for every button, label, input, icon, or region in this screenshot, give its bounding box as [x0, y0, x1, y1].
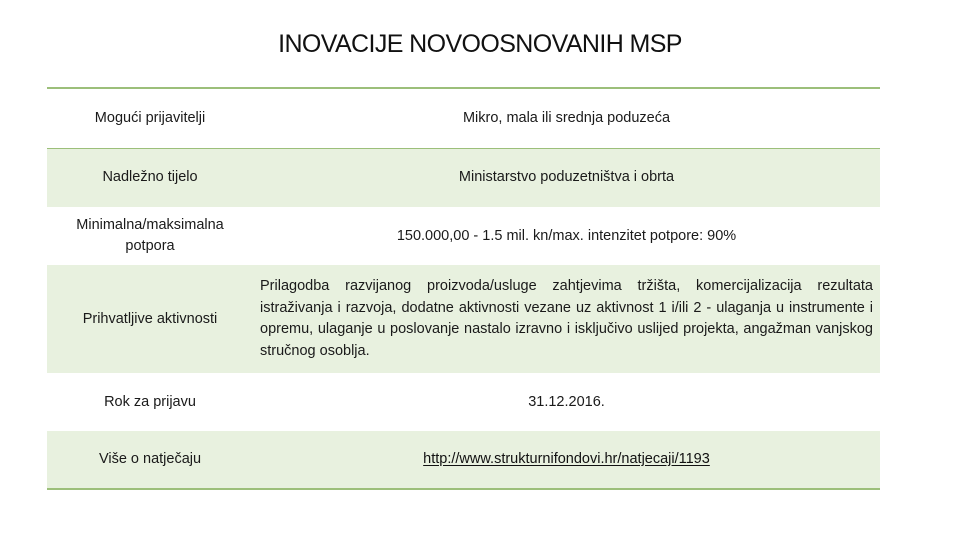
row-value: 150.000,00 - 1.5 mil. kn/max. intenzitet potpore: 90%: [396, 227, 737, 244]
row-label: Prihvatljive aktivnosti: [82, 310, 218, 327]
row-label: Mogući prijavitelji: [47, 88, 253, 148]
row-label: Nadležno tijelo: [47, 148, 253, 207]
table-row-more-info: [47, 431, 880, 489]
slide-title: INOVACIJE NOVOOSNOVANIH MSP: [278, 30, 682, 58]
natjecaj-link[interactable]: http://www.strukturnifondovi.hr/natjecaji/1193: [423, 451, 710, 467]
table-row-deadline: [47, 373, 880, 431]
row-value: Prilagodba razvijanog proizvoda/usluge zahtjevima tržišta, komercijalizacija rezultata istraživanja i razvoja, dodatne aktivnosti vezane uz aktivnost 1 i/ili 2 - ulaganja u instrumente i opremu, ulaganje u poslovanje nastalo izravno i isključivo uslijed projekta, angažman vanjskog stručnog osoblja.: [260, 278, 873, 359]
row-value: Mikro, mala ili srednja poduzeća: [253, 88, 880, 148]
row-value: 31.12.2016.: [528, 393, 605, 410]
table-row-support: [47, 207, 880, 265]
row-label: Minimalna/maksimalna potpora: [76, 217, 224, 254]
table-row-activities: [47, 265, 880, 373]
table-row-authority: [47, 148, 880, 207]
row-label: Više o natječaju: [47, 431, 253, 489]
info-table: [47, 87, 880, 490]
table-row-applicants: [47, 88, 880, 148]
row-label: Rok za prijavu: [104, 393, 196, 410]
row-value-cell: [253, 431, 880, 489]
row-value: Ministarstvo poduzetništva i obrta: [253, 148, 880, 207]
